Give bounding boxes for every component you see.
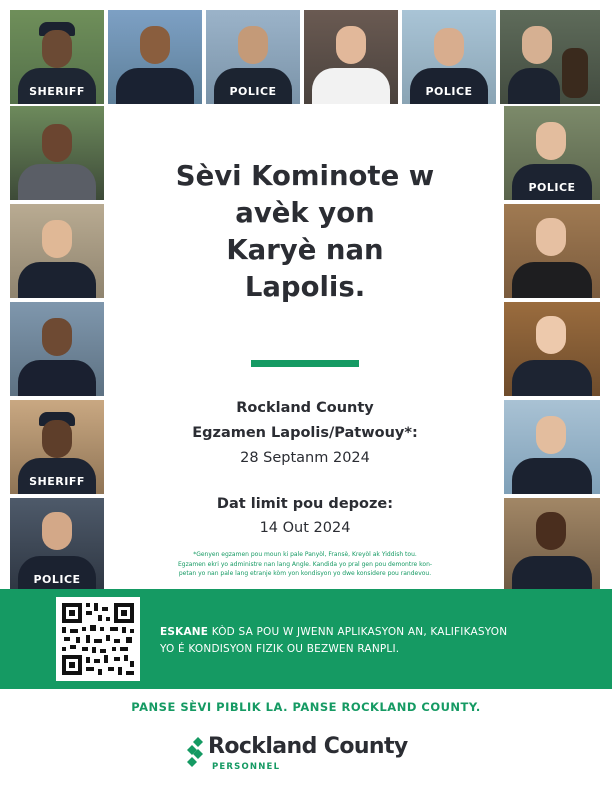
sheriff-label: SHERIFF (29, 85, 85, 98)
officer-photo-left-1 (10, 106, 104, 200)
officer-photo-right-4 (504, 400, 600, 494)
filing-deadline (106, 492, 504, 540)
exam-info (106, 396, 504, 471)
officer-photo-top-5 (402, 10, 496, 104)
officer-photo-top-3 (206, 10, 300, 104)
officer-photo-left-5 (10, 498, 104, 592)
officer-photo-right-2 (504, 204, 600, 298)
officer-photo-top-4 (304, 10, 398, 104)
rockland-county-personnel-logo (186, 732, 436, 778)
qr-band (0, 589, 612, 689)
footnote-line: *Genyen egzamen pou moun ki pale Panyòl, Fransè, Kreyòl ak Yiddish tou. (193, 551, 417, 558)
officer-photo-right-5 (504, 498, 600, 592)
officer-photo-top-2 (108, 10, 202, 104)
headline-line: Lapolis. (244, 271, 366, 303)
headline-line: avèk yon (235, 197, 375, 229)
exam-title: Egzamen Lapolis/Patwouy*: (192, 425, 418, 441)
footnote-line: petan yo nan pale lang etranje kòm yon kondisyon yo dwe konsidere pou randevou. (178, 570, 432, 577)
qr-instruction-line: YO É KONDISYON FIZIK OU BEZWEN RANPLI. (160, 643, 400, 655)
logo-subtitle: PERSONNEL (212, 762, 281, 772)
qr-code-icon (56, 597, 140, 681)
officer-photo-top-1 (10, 10, 104, 104)
qr-instruction-line: KÒD SA POU W JWENN APLIKASYON AN, KALIFIKASYON (208, 626, 508, 638)
sheriff-label: SHERIFF (29, 475, 85, 488)
police-label: POLICE (33, 573, 81, 586)
qr-code[interactable] (56, 597, 140, 681)
officer-photo-left-3 (10, 302, 104, 396)
exam-date: 28 Septanm 2024 (240, 450, 370, 466)
police-label: POLICE (528, 181, 576, 194)
deadline-date: 14 Out 2024 (259, 520, 351, 536)
tagline: PANSE SÈVI PIBLIK LA. PANSE ROCKLAND COUNTY. (131, 700, 481, 714)
officer-photo-left-2 (10, 204, 104, 298)
police-label: POLICE (425, 85, 473, 98)
qr-instructions (160, 624, 580, 658)
recruitment-card (106, 106, 504, 592)
officer-photo-left-4 (10, 400, 104, 494)
logo-name: Rockland County (208, 734, 408, 759)
scan-emphasis: ESKANE (160, 626, 209, 638)
officer-photo-right-3 (504, 302, 600, 396)
headline (106, 158, 504, 306)
officer-photo-top-6 (500, 10, 600, 104)
diamond-logo-icon (186, 735, 210, 775)
footnote-line: Egzamen ekri yo administre nan lang Angle. Kandida yo pral gen pou demontre kon- (177, 560, 433, 568)
exam-county: Rockland County (236, 400, 374, 416)
green-divider (251, 360, 359, 367)
deadline-label: Dat limit pou depoze: (216, 496, 394, 512)
headline-line: Sèvi Kominote w (175, 160, 435, 192)
police-label: POLICE (229, 85, 277, 98)
language-footnote (146, 550, 464, 579)
headline-line: Karyè nan (226, 234, 384, 266)
officer-photo-right-1 (504, 106, 600, 200)
